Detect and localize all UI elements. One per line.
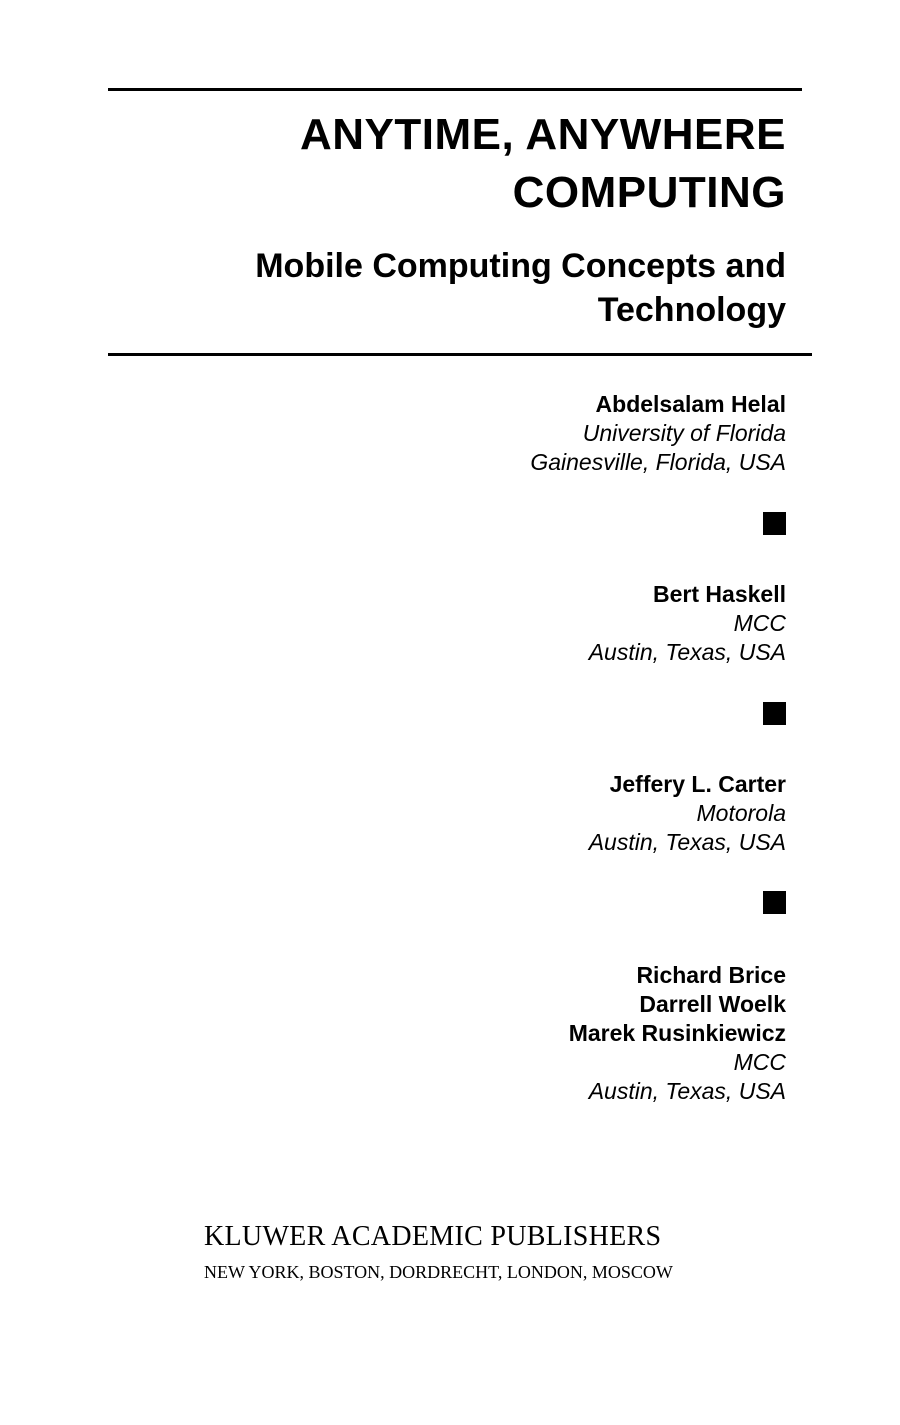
author-affiliation: Motorola xyxy=(696,800,786,826)
author-name: Bert Haskell xyxy=(653,581,786,607)
book-subtitle xyxy=(255,244,786,332)
author-group-3 xyxy=(530,770,786,857)
author-location: Austin, Texas, USA xyxy=(588,1078,786,1104)
publisher-block xyxy=(204,1220,673,1284)
book-title xyxy=(300,106,786,222)
book-title-line-2: COMPUTING xyxy=(512,168,786,217)
square-bullet-icon xyxy=(763,702,786,725)
book-subtitle-line-1: Mobile Computing Concepts and xyxy=(255,247,786,285)
square-bullet-icon xyxy=(763,512,786,535)
author-name: Abdelsalam Helal xyxy=(595,391,786,417)
square-bullet-icon xyxy=(763,891,786,914)
author-name: Darrell Woelk xyxy=(639,991,786,1017)
middle-rule xyxy=(108,353,812,356)
author-group-2 xyxy=(530,580,786,667)
publisher-cities: NEW YORK, BOSTON, DORDRECHT, LONDON, MOSCOW xyxy=(204,1262,673,1282)
author-affiliation: MCC xyxy=(733,1049,786,1075)
author-name: Marek Rusinkiewicz xyxy=(568,1020,786,1046)
book-subtitle-line-2: Technology xyxy=(597,291,786,329)
author-group-1 xyxy=(530,390,786,477)
author-location: Gainesville, Florida, USA xyxy=(530,449,786,475)
author-group-4 xyxy=(530,961,786,1106)
author-name: Jeffery L. Carter xyxy=(609,771,786,797)
author-name: Richard Brice xyxy=(636,962,786,988)
top-rule xyxy=(108,88,802,91)
author-location: Austin, Texas, USA xyxy=(588,639,786,665)
author-affiliation: University of Florida xyxy=(582,420,786,446)
author-list xyxy=(530,390,786,1106)
book-title-line-1: ANYTIME, ANYWHERE xyxy=(300,110,786,159)
author-location: Austin, Texas, USA xyxy=(588,829,786,855)
author-affiliation: MCC xyxy=(733,610,786,636)
publisher-name: KLUWER ACADEMIC PUBLISHERS xyxy=(204,1221,662,1252)
